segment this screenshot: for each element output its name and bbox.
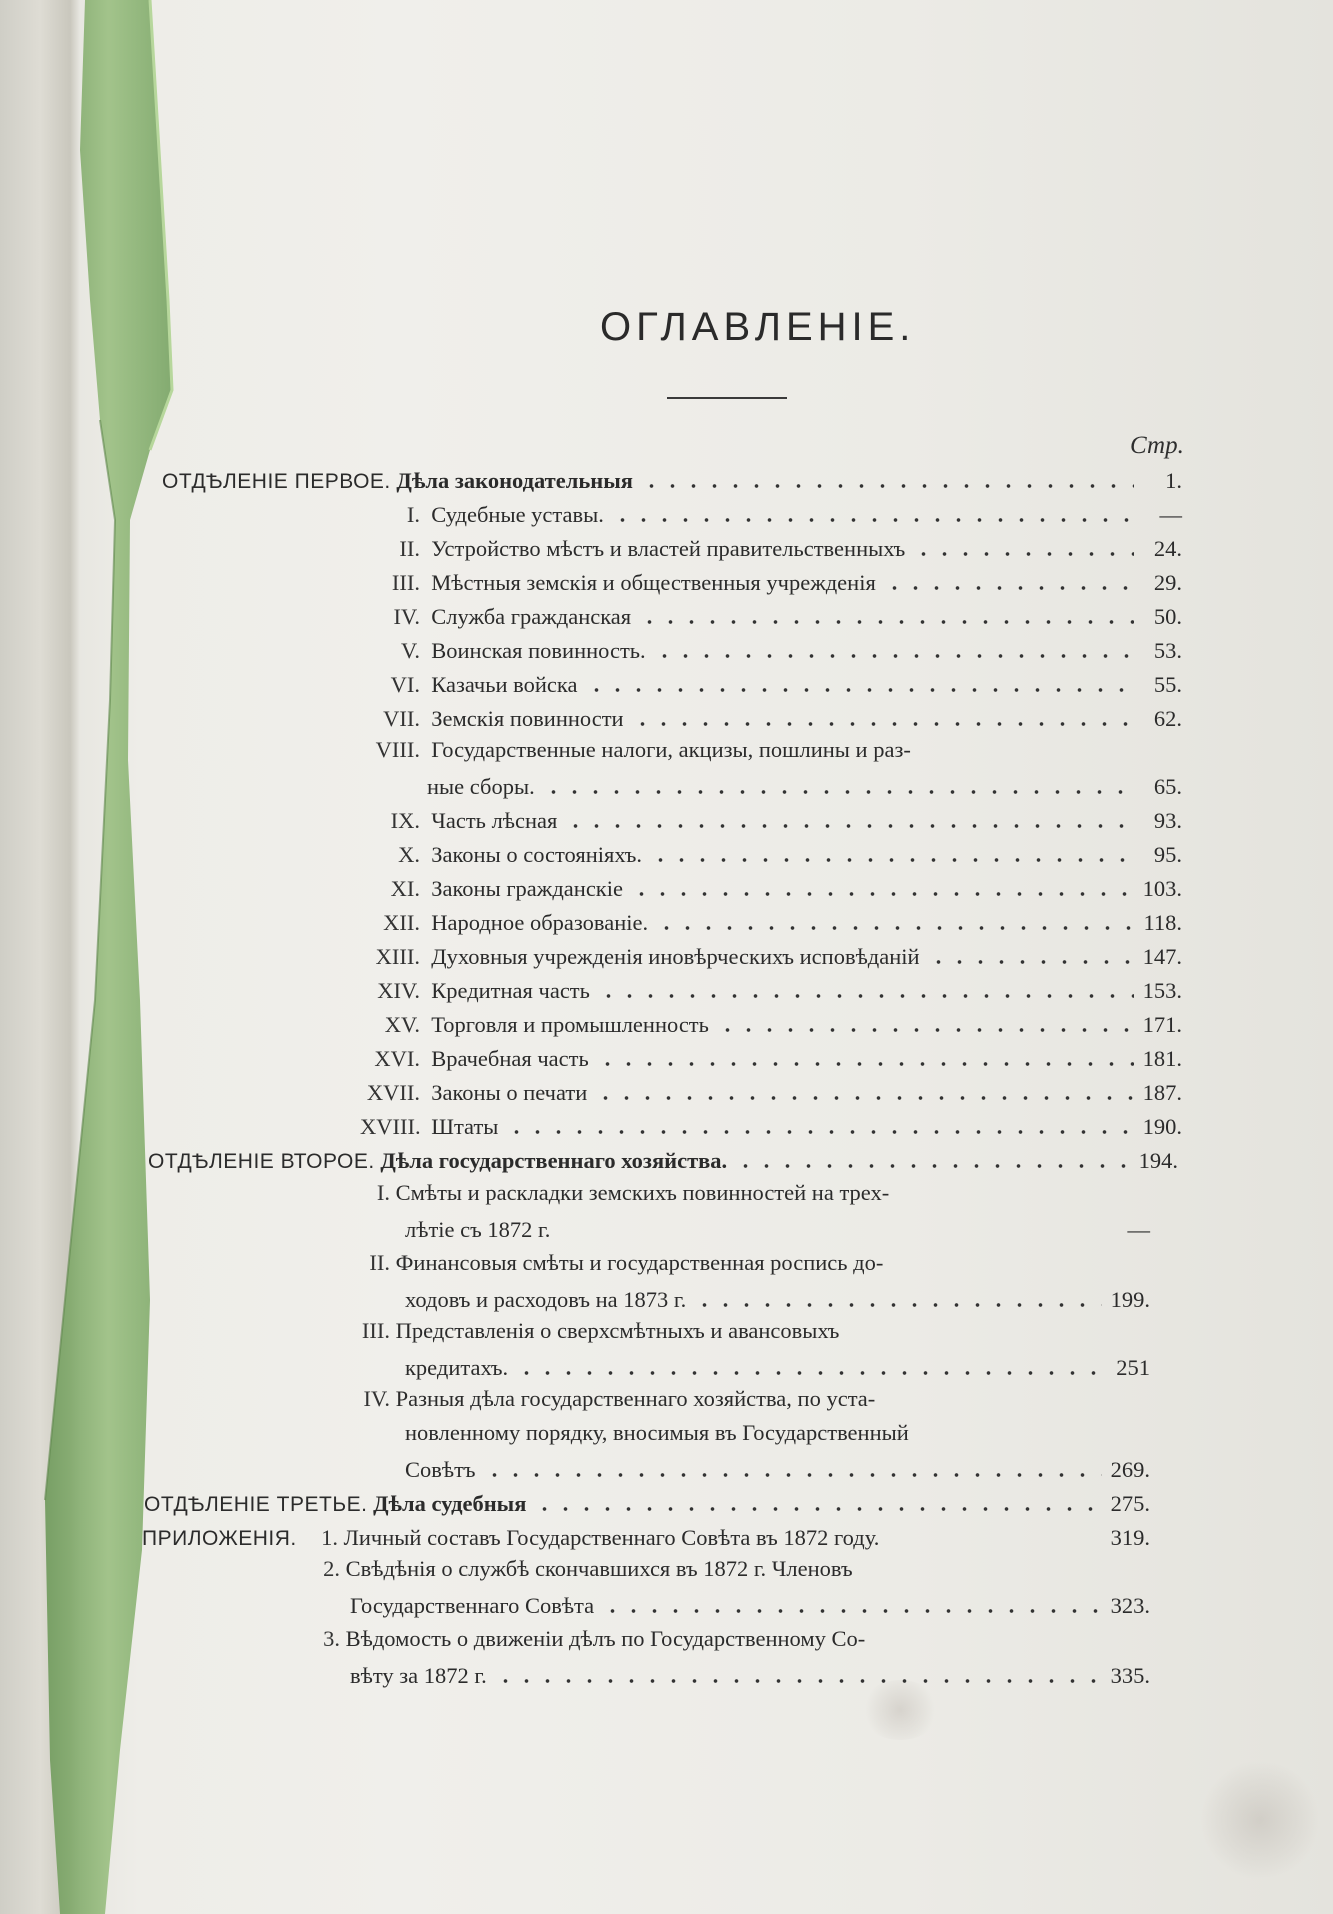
toc-entry-title: Устройство мѣстъ и властей правительственныхъ [431, 535, 906, 561]
toc-entry[interactable] [360, 1009, 1182, 1039]
toc-entry-title: Воинская повинность. [431, 637, 646, 663]
toc-entry-title: Смѣты и раскладки земскихъ повинностей на трех- [395, 1180, 890, 1205]
roman-numeral: I. [376, 1180, 390, 1205]
page-number: 275. [1110, 1490, 1150, 1516]
toc-entry[interactable] [360, 907, 1182, 937]
section-label: ОТДѢЛЕНІЕ ВТОРОЕ. [148, 1149, 375, 1173]
toc-entry-title: Торговля и промышленность [431, 1011, 709, 1037]
toc-entry-title: Кредитная часть [431, 977, 590, 1003]
roman-numeral: II. [369, 1250, 390, 1275]
leader-dots [641, 467, 1134, 490]
leader-dots [558, 1216, 1102, 1239]
toc-entry-continuation: Совѣтъ [405, 1456, 476, 1482]
leader-dots [717, 1011, 1134, 1034]
toc-entry[interactable] [360, 533, 1182, 563]
section-label: ОТДѢЛЕНІЕ ПЕРВОЕ. [162, 469, 391, 493]
toc-entry-title: Законы о состояніяхъ. [431, 841, 642, 867]
toc-entry-title: Народное образованіе. [431, 909, 649, 935]
page-number: 95. [1153, 841, 1182, 867]
roman-numeral: IV. [393, 603, 420, 629]
title-rule [667, 397, 787, 399]
toc-entry-title: Государственные налоги, акцизы, пошлины и раз- [431, 737, 911, 762]
toc-entry[interactable] [360, 601, 1182, 631]
toc-entry-continued [405, 1352, 1150, 1382]
leader-dots [597, 1045, 1134, 1068]
toc-entry-title: Служба гражданская [431, 603, 632, 629]
roman-numeral: IX. [390, 807, 420, 833]
page-number: 187. [1142, 1079, 1182, 1105]
toc-entry-continued [350, 1590, 1150, 1620]
page-number: 93. [1153, 807, 1182, 833]
toc-entry-continuation: лѣтіе съ 1872 г. [405, 1216, 551, 1242]
roman-numeral: XII. [383, 909, 420, 935]
page-number: 335. [1110, 1662, 1150, 1688]
page-number: — [1127, 1216, 1150, 1242]
toc-entry-continued [405, 1420, 1150, 1450]
toc-entry-continued [405, 1454, 1150, 1484]
leader-dots [595, 1079, 1134, 1102]
page-number: 55. [1153, 671, 1182, 697]
roman-numeral: III. [391, 569, 420, 595]
leader-dots [928, 943, 1134, 966]
toc-entry-title: Штаты [431, 1113, 499, 1139]
leader-dots [495, 1662, 1102, 1685]
leader-dots [694, 1286, 1102, 1309]
toc-entry-continued [405, 1214, 1150, 1244]
page-number: 323. [1110, 1592, 1150, 1618]
roman-numeral: XVI. [374, 1045, 420, 1071]
toc-section[interactable] [144, 1488, 1150, 1518]
roman-numeral: II. [399, 535, 420, 561]
toc-section[interactable] [148, 1145, 1178, 1175]
toc-entry[interactable] [360, 703, 1182, 733]
item-number: 3. [323, 1626, 340, 1651]
page-number: 24. [1153, 535, 1182, 561]
leader-dots [632, 705, 1134, 728]
toc-entry-title: Законы гражданскіе [431, 875, 623, 901]
page-number: 319. [1110, 1524, 1150, 1550]
leader-dots [602, 1592, 1102, 1615]
roman-numeral: XIII. [375, 943, 420, 969]
roman-numeral: VI. [390, 671, 420, 697]
leader-dots [654, 637, 1134, 660]
leader-dots [656, 909, 1134, 932]
toc-entry[interactable] [360, 635, 1182, 665]
leader-dots [506, 1113, 1134, 1136]
toc-entry-continued [427, 771, 1182, 801]
toc-entry[interactable] [340, 1250, 1150, 1280]
leader-dots [598, 977, 1134, 1000]
page-column-header: Стр. [1130, 432, 1184, 459]
toc-entry-title: Дѣла государственнаго хозяйства. [380, 1147, 728, 1173]
page-number: — [1159, 501, 1182, 527]
page-number: 171. [1142, 1011, 1182, 1037]
toc-entry-continued [405, 1284, 1150, 1314]
leader-dots [612, 501, 1134, 524]
page-number: 1. [1165, 467, 1182, 493]
toc-entry[interactable] [360, 669, 1182, 699]
page-number: 118. [1143, 909, 1182, 935]
page-number: 181. [1142, 1045, 1182, 1071]
page-number: 153. [1142, 977, 1182, 1003]
toc-entry[interactable] [360, 499, 1182, 529]
toc-section[interactable] [142, 1522, 1150, 1552]
leader-dots [534, 1490, 1102, 1513]
toc-entry-continuation: новленному порядку, вносимыя въ Государственный [405, 1420, 909, 1445]
leader-dots [887, 1524, 1102, 1547]
page-number: 65. [1153, 773, 1182, 799]
toc-entry-title: Врачебная часть [431, 1045, 589, 1071]
toc-entry-title: Земскія повинности [431, 705, 624, 731]
roman-numeral: VIII. [375, 737, 420, 762]
page-number: 62. [1153, 705, 1182, 731]
roman-numeral: XVII. [366, 1079, 420, 1105]
page-number: 147. [1142, 943, 1182, 969]
toc-entry-title: Личный составъ Государственнаго Совѣта въ 1872 году. [343, 1524, 880, 1550]
toc-entry-continuation: ные сборы. [427, 773, 535, 799]
leader-dots [735, 1147, 1130, 1170]
page-number: 29. [1153, 569, 1182, 595]
toc-entry[interactable] [340, 1180, 1150, 1210]
roman-numeral: XIV. [377, 977, 420, 1003]
toc-entry-continued [350, 1660, 1150, 1690]
toc-entry-continuation: вѣту за 1872 г. [350, 1662, 487, 1688]
toc-entry[interactable] [360, 839, 1182, 869]
roman-numeral: XV. [384, 1011, 420, 1037]
toc-entry-continuation: Государственнаго Совѣта [350, 1592, 595, 1618]
toc-entry-title: Мѣстныя земскія и общественныя учрежденія [431, 569, 876, 595]
toc-entry-title: Разныя дѣла государственнаго хозяйства, по уста- [395, 1386, 876, 1411]
toc-entry-title: Судебные уставы. [431, 501, 604, 527]
leader-dots [650, 841, 1134, 864]
section-label: ОТДѢЛЕНІЕ ТРЕТЬЕ. [144, 1492, 368, 1516]
toc-entry-title: Часть лѣсная [431, 807, 558, 833]
toc-entry-continuation: ходовъ и расходовъ на 1873 г. [405, 1286, 687, 1312]
toc-entry[interactable] [360, 1077, 1182, 1107]
page-number: 199. [1110, 1286, 1150, 1312]
toc-entry[interactable] [340, 1318, 1150, 1348]
toc-entry[interactable] [360, 873, 1182, 903]
item-number: 1. [321, 1524, 338, 1550]
roman-numeral: IV. [363, 1386, 390, 1411]
toc-entry-title: Представленія о сверхсмѣтныхъ и авансовыхъ [395, 1318, 840, 1343]
page-number: 53. [1153, 637, 1182, 663]
roman-numeral: I. [406, 501, 420, 527]
leader-dots [543, 773, 1134, 796]
roman-numeral: X. [398, 841, 420, 867]
page-number: 50. [1153, 603, 1182, 629]
toc-page [140, 0, 1260, 1914]
roman-numeral: XVIII. [360, 1113, 421, 1139]
page-number: 269. [1110, 1456, 1150, 1482]
roman-numeral: VII. [383, 705, 420, 731]
roman-numeral: V. [401, 637, 420, 663]
toc-entry[interactable] [360, 975, 1182, 1005]
roman-numeral: XI. [390, 875, 420, 901]
toc-entry[interactable] [360, 805, 1182, 835]
leader-dots [884, 569, 1134, 592]
leader-dots [565, 807, 1134, 830]
page-number: 251 [1116, 1354, 1150, 1380]
leader-dots [913, 535, 1134, 558]
toc-entry[interactable] [360, 567, 1182, 597]
leader-dots [586, 671, 1135, 694]
toc-entry[interactable] [360, 1111, 1182, 1141]
toc-entry[interactable] [360, 737, 1182, 767]
roman-numeral: III. [361, 1318, 390, 1343]
toc-section[interactable] [162, 465, 1182, 495]
toc-entry-title: Законы о печати [431, 1079, 588, 1105]
page-title: ОГЛАВЛЕНІЕ. [600, 305, 916, 349]
toc-entry[interactable] [340, 1386, 1150, 1416]
toc-entry-title: Финансовыя смѣты и государственная роспись до- [395, 1250, 884, 1275]
section-label: ПРИЛОЖЕНІЯ. [142, 1526, 297, 1550]
item-number: 2. [323, 1556, 340, 1581]
toc-entry-title: Духовныя учрежденія иновѣрческихъ исповѣданій [431, 943, 920, 969]
leader-dots [631, 875, 1134, 898]
page-number: 103. [1142, 875, 1182, 901]
toc-entry-title: Дѣла судебныя [373, 1490, 527, 1516]
leader-dots [484, 1456, 1102, 1479]
page-number: 194. [1138, 1147, 1178, 1173]
leader-dots [516, 1354, 1102, 1377]
toc-entry[interactable] [360, 1043, 1182, 1073]
leader-dots [639, 603, 1134, 626]
toc-entry-continuation: кредитахъ. [405, 1354, 509, 1380]
toc-entry[interactable] [360, 941, 1182, 971]
toc-entry[interactable] [310, 1556, 1150, 1586]
toc-entry[interactable] [310, 1626, 1150, 1656]
toc-entry-title: Дѣла законодательныя [396, 467, 633, 493]
toc-entry-title: Вѣдомость о движеніи дѣлъ по Государственному Со- [345, 1626, 866, 1651]
page-number: 190. [1142, 1113, 1182, 1139]
toc-entry-title: Казачьи войска [431, 671, 578, 697]
toc-entry-title: Свѣдѣнія о службѣ скончавшихся въ 1872 г. Членовъ [345, 1556, 853, 1581]
